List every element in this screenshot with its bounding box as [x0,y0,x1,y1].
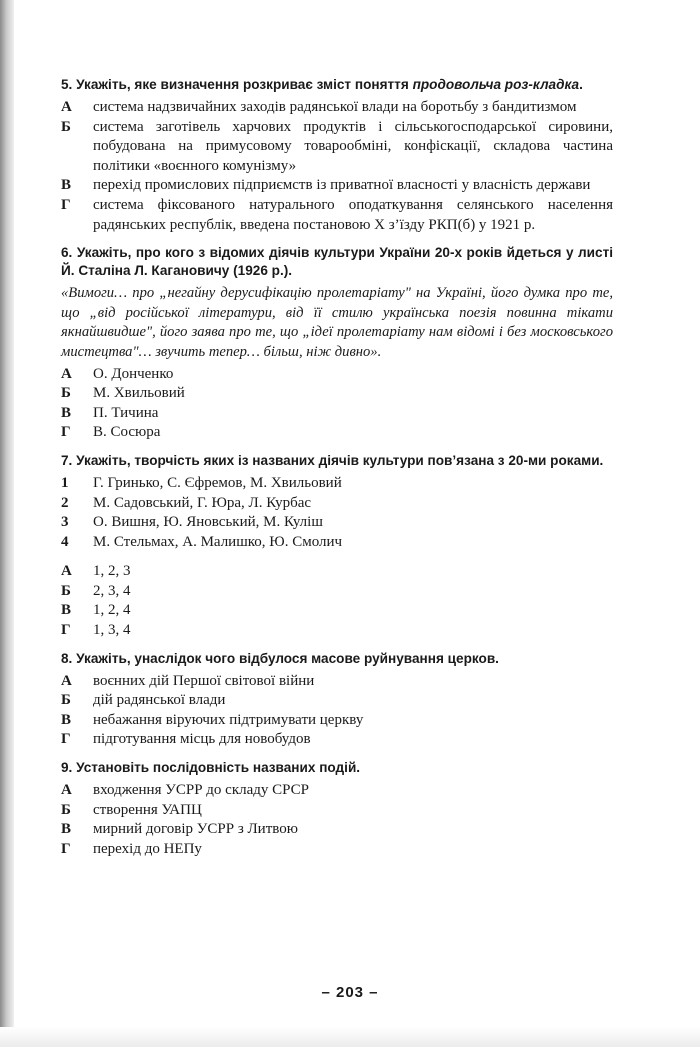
option-letter: В [61,821,72,838]
option-letter: Г [61,196,71,213]
answer-option [61,711,613,731]
item-number: 1 [61,474,69,491]
answer-option [61,98,613,118]
item-text: М. Стельмах, А. Малишко, Ю. Смолич [93,533,343,550]
option-text: перехід до НЕПу [93,840,202,857]
option-text: підготування місць для новобудов [93,731,311,748]
option-letter: А [61,365,72,382]
item-text: М. Садовський, Г. Юра, Л. Курбас [93,494,312,511]
question-5 [61,76,613,235]
option-text: 1, 2, 3 [93,563,131,580]
option-text: дій радянської влади [93,692,226,709]
option-text: створення УАПЦ [93,801,202,818]
answer-option [61,562,613,582]
question-title: 8. Укажіть, унаслідок чого відбулося масове руйнування церков. [61,650,499,666]
option-letter: А [61,672,72,689]
option-text: 1, 3, 4 [93,622,131,639]
answer-option [61,365,613,385]
option-letter: Г [61,622,71,639]
question-title: 6. Укажіть, про кого з відомих діячів культури України 20-х років йдеться у листі Й. Сталіна Л. Кагановичу (1926 р.). [61,245,613,279]
answer-option [61,781,613,801]
spacer [61,552,613,562]
option-letter: А [61,99,72,115]
answer-option [61,601,613,621]
numbered-item [61,533,613,553]
item-number: 3 [61,514,69,531]
question-title: 9. Установіть послідовність названих подій. [61,760,361,776]
option-text: входження УСРР до складу СРСР [93,782,310,799]
numbered-item [61,513,613,533]
answer-option [61,672,613,692]
answer-option [61,730,613,750]
numbered-item [61,494,613,514]
option-text: система фіксованого натурального оподаткування селянського населення радянських республік, введена постановою X з’їзду РКП(б) у 1921 р. [93,196,613,233]
item-text: О. Вишня, Ю. Яновський, М. Куліш [93,514,323,531]
option-letter: Г [61,840,71,857]
answer-option [61,582,613,602]
page-number: – 203 – [321,984,379,1001]
option-letter: Б [61,582,71,599]
item-number: 2 [61,494,69,511]
option-letter: Б [61,801,71,818]
answer-option [61,118,613,177]
answer-option [61,196,613,235]
option-text: мирний договір УСРР з Литвою [93,821,298,838]
answer-option [61,801,613,821]
option-letter: Б [61,385,71,402]
option-letter: Г [61,424,71,441]
option-text: небажання віруючих підтримувати церкву [93,711,364,728]
option-text: перехід промислових підприємств із приватної власності у власність держави [93,177,591,194]
answer-option [61,840,613,860]
option-text: система заготівель харчових продуктів і сільськогосподарської сировини, побудована на примусовому товарообміні, конфіскації, складова частина політики «воєнного комунізму» [93,118,613,174]
answer-option [61,404,613,424]
option-text: 1, 2, 4 [93,602,131,619]
question-7 [61,452,613,641]
answer-option [61,423,613,443]
answer-option [61,176,613,196]
option-letter: А [61,782,72,799]
answer-option [61,691,613,711]
question-9 [61,759,613,859]
quotation: «Вимоги… про „негайну дерусифікацію пролетаріату" на Україні, його думка про те, що „від російської літератури, від її стилю українська поезія повинна тікати якнайшвидше", його заява про те, що „ідеї пролетаріату нам відомі і без московського мистецтва"… звучить тепер… більш, ніж дивно». [61,285,613,360]
option-text: В. Сосюра [93,424,161,441]
option-letter: Г [61,731,71,748]
numbered-item [61,474,613,494]
page-bottom-shade [0,1027,700,1047]
option-text: 2, 3, 4 [93,582,131,599]
option-letter: В [61,602,72,619]
question-title: 5. Укажіть, яке визначення розкриває зміст поняття продовольча роз-кладка. [61,77,583,92]
answer-option [61,384,613,404]
option-text: система надзвичайних заходів радянської влади на боротьбу з бандитизмом [93,99,577,115]
answer-option [61,820,613,840]
option-letter: В [61,404,72,421]
page-content [61,76,613,868]
answer-option [61,621,613,641]
option-letter: В [61,177,72,194]
option-text: П. Тичина [93,404,159,421]
option-text: М. Хвильовий [93,385,185,402]
page-edge-shadow [0,0,14,1047]
question-title: 7. Укажіть, творчість яких із названих діячів культури пов’язана з 20-ми роками. [61,452,604,468]
item-text: Г. Гринько, С. Єфремов, М. Хвильовий [93,474,342,491]
option-text: воєнних дій Першої світової війни [93,672,315,689]
option-letter: А [61,563,72,580]
question-8 [61,650,613,750]
option-letter: В [61,711,72,728]
item-number: 4 [61,533,69,550]
term-highlight: продовольча роз-кладка [412,77,580,92]
option-text: О. Донченко [93,365,174,382]
option-letter: Б [61,118,71,135]
option-letter: Б [61,692,71,709]
question-6 [61,244,613,443]
